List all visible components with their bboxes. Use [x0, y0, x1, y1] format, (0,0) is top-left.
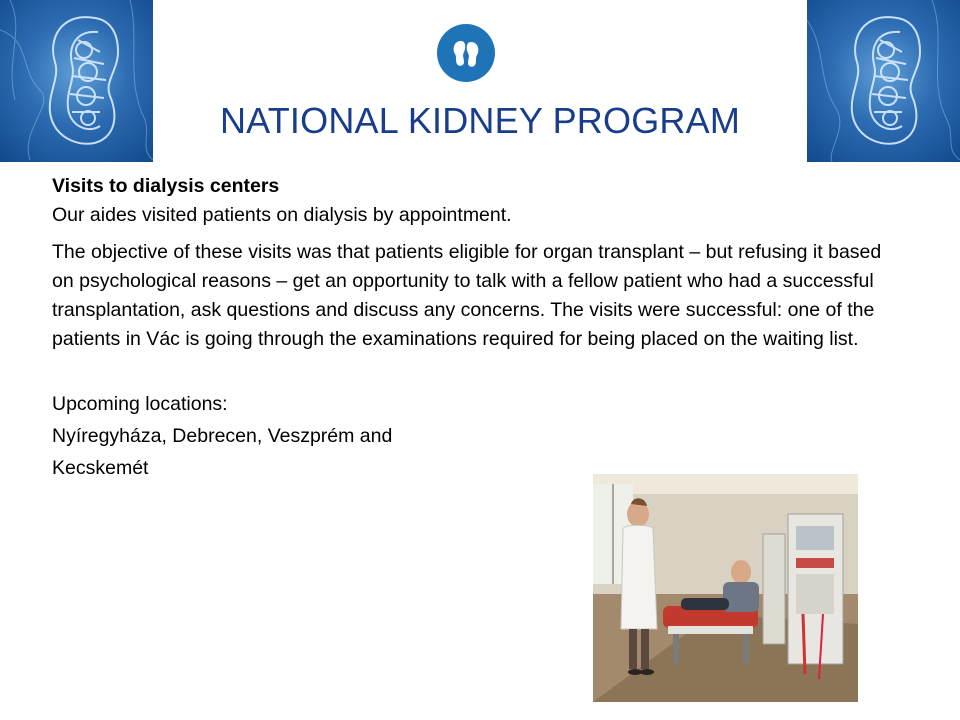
locations-line-1: Nyíregyháza, Debrecen, Veszprém and: [52, 425, 393, 447]
intro-paragraph: Our aides visited patients on dialysis by appointment.: [52, 204, 512, 226]
kidney-illustration-left: [0, 0, 153, 162]
section-heading: Visits to dialysis centers: [52, 175, 280, 197]
page-title: NATIONAL KIDNEY PROGRAM: [219, 100, 741, 141]
dialysis-center-photo: [593, 474, 858, 702]
kidney-illustration-right: [807, 0, 960, 162]
kidney-pair-logo-icon: [437, 24, 495, 82]
slide-body: [52, 172, 882, 483]
upcoming-label: Upcoming locations:: [52, 393, 228, 415]
locations-line-2: Kecskemét: [52, 457, 149, 479]
objective-paragraph: The objective of these visits was that patients eligible for organ transplant – but refusing it based on psychological reasons – get an opportunity to talk with a fellow patient who had a successful transplantation, ask questions and discuss any concerns. The visits were successful: one of the patients in Vác is going through the examinations required for being placed on the waiting list.: [52, 241, 882, 350]
